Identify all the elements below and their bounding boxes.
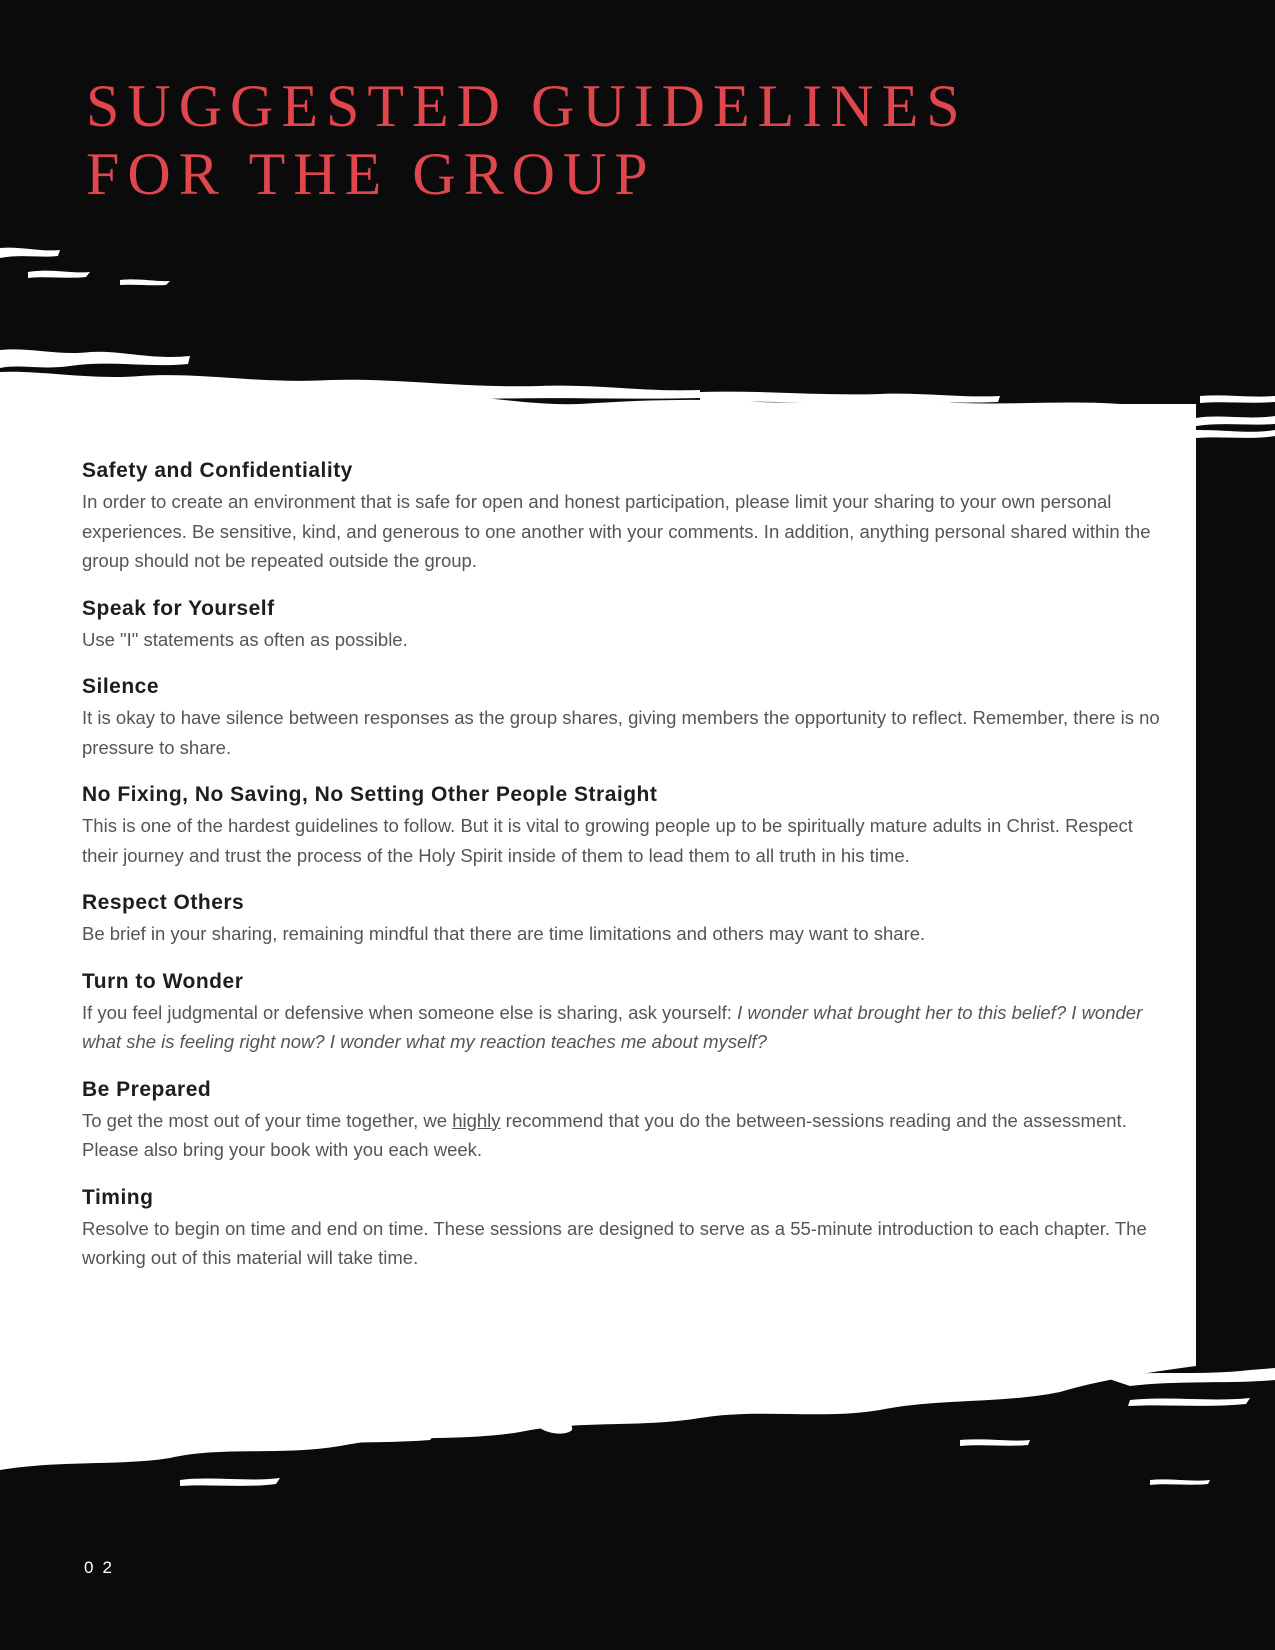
guideline-body: Be brief in your sharing, remaining mindful that there are time limitations and others may want to share. — [82, 923, 926, 944]
guideline-body: In order to create an environment that is safe for open and honest participation, please limit your sharing to your own personal experiences. Be sensitive, kind, and generous to one another with your comments. In addition, anything personal shared within the group should not be repeated outside the group. — [82, 491, 1151, 571]
guideline-body-underline: highly — [452, 1109, 501, 1131]
page-number: 02 — [84, 1558, 121, 1577]
guideline-speak-for-yourself — [82, 596, 1162, 655]
guideline-heading: Timing — [82, 1185, 154, 1209]
guideline-heading: Be Prepared — [82, 1077, 212, 1101]
guideline-timing — [82, 1185, 1162, 1273]
guideline-heading: Respect Others — [82, 891, 245, 914]
guideline-body-text: If you feel judgmental or defensive when someone else is sharing, ask yourself: — [82, 1001, 738, 1023]
guideline-no-fixing — [82, 782, 1162, 870]
guideline-heading: Turn to Wonder — [82, 969, 244, 993]
guideline-body — [82, 998, 1162, 1057]
guideline-body-text: recommend that you do the between-sessions reading and the assessment. Please also bring your book with you each week. — [82, 1109, 1127, 1160]
title-line-1: SUGGESTED GUIDELINES — [86, 73, 968, 139]
guideline-body: Resolve to begin on time and end on time. These sessions are designed to serve as a 55-minute introduction to each chapter. The working out of this material will take time. — [82, 1217, 1147, 1268]
guideline-body-italic: I wonder what brought her to this belief? I wonder what she is feeling right now? I wonder what my reaction teaches me about myself? — [82, 1001, 1143, 1052]
guideline-heading: Silence — [82, 675, 160, 698]
guideline-be-prepared — [82, 1077, 1162, 1165]
guideline-heading: Safety and Confidentiality — [82, 459, 353, 482]
title-line-2: FOR THE GROUP — [86, 141, 656, 207]
guideline-body: It is okay to have silence between responses as the group shares, giving members the opportunity to reflect. Remember, there is no pressure to share. — [82, 707, 1160, 758]
guideline-body: Use "I" statements as often as possible. — [82, 628, 408, 650]
guideline-turn-to-wonder — [82, 969, 1162, 1057]
guideline-heading: Speak for Yourself — [82, 596, 275, 620]
guideline-heading: No Fixing, No Saving, No Setting Other People Straight — [82, 783, 658, 806]
guideline-body: This is one of the hardest guidelines to follow. But it is vital to growing people up to be spiritually mature adults in Christ. Respect their journey and trust the process of the Holy Spirit inside of them to lead them to all truth in his time. — [82, 815, 1133, 866]
guidelines-list — [82, 458, 1162, 1293]
guideline-safety-confidentiality — [82, 458, 1162, 576]
guideline-silence — [82, 674, 1162, 762]
guideline-respect-others — [82, 890, 1162, 949]
guideline-body — [82, 1106, 1162, 1165]
guideline-body-text: To get the most out of your time together, we — [82, 1109, 453, 1131]
